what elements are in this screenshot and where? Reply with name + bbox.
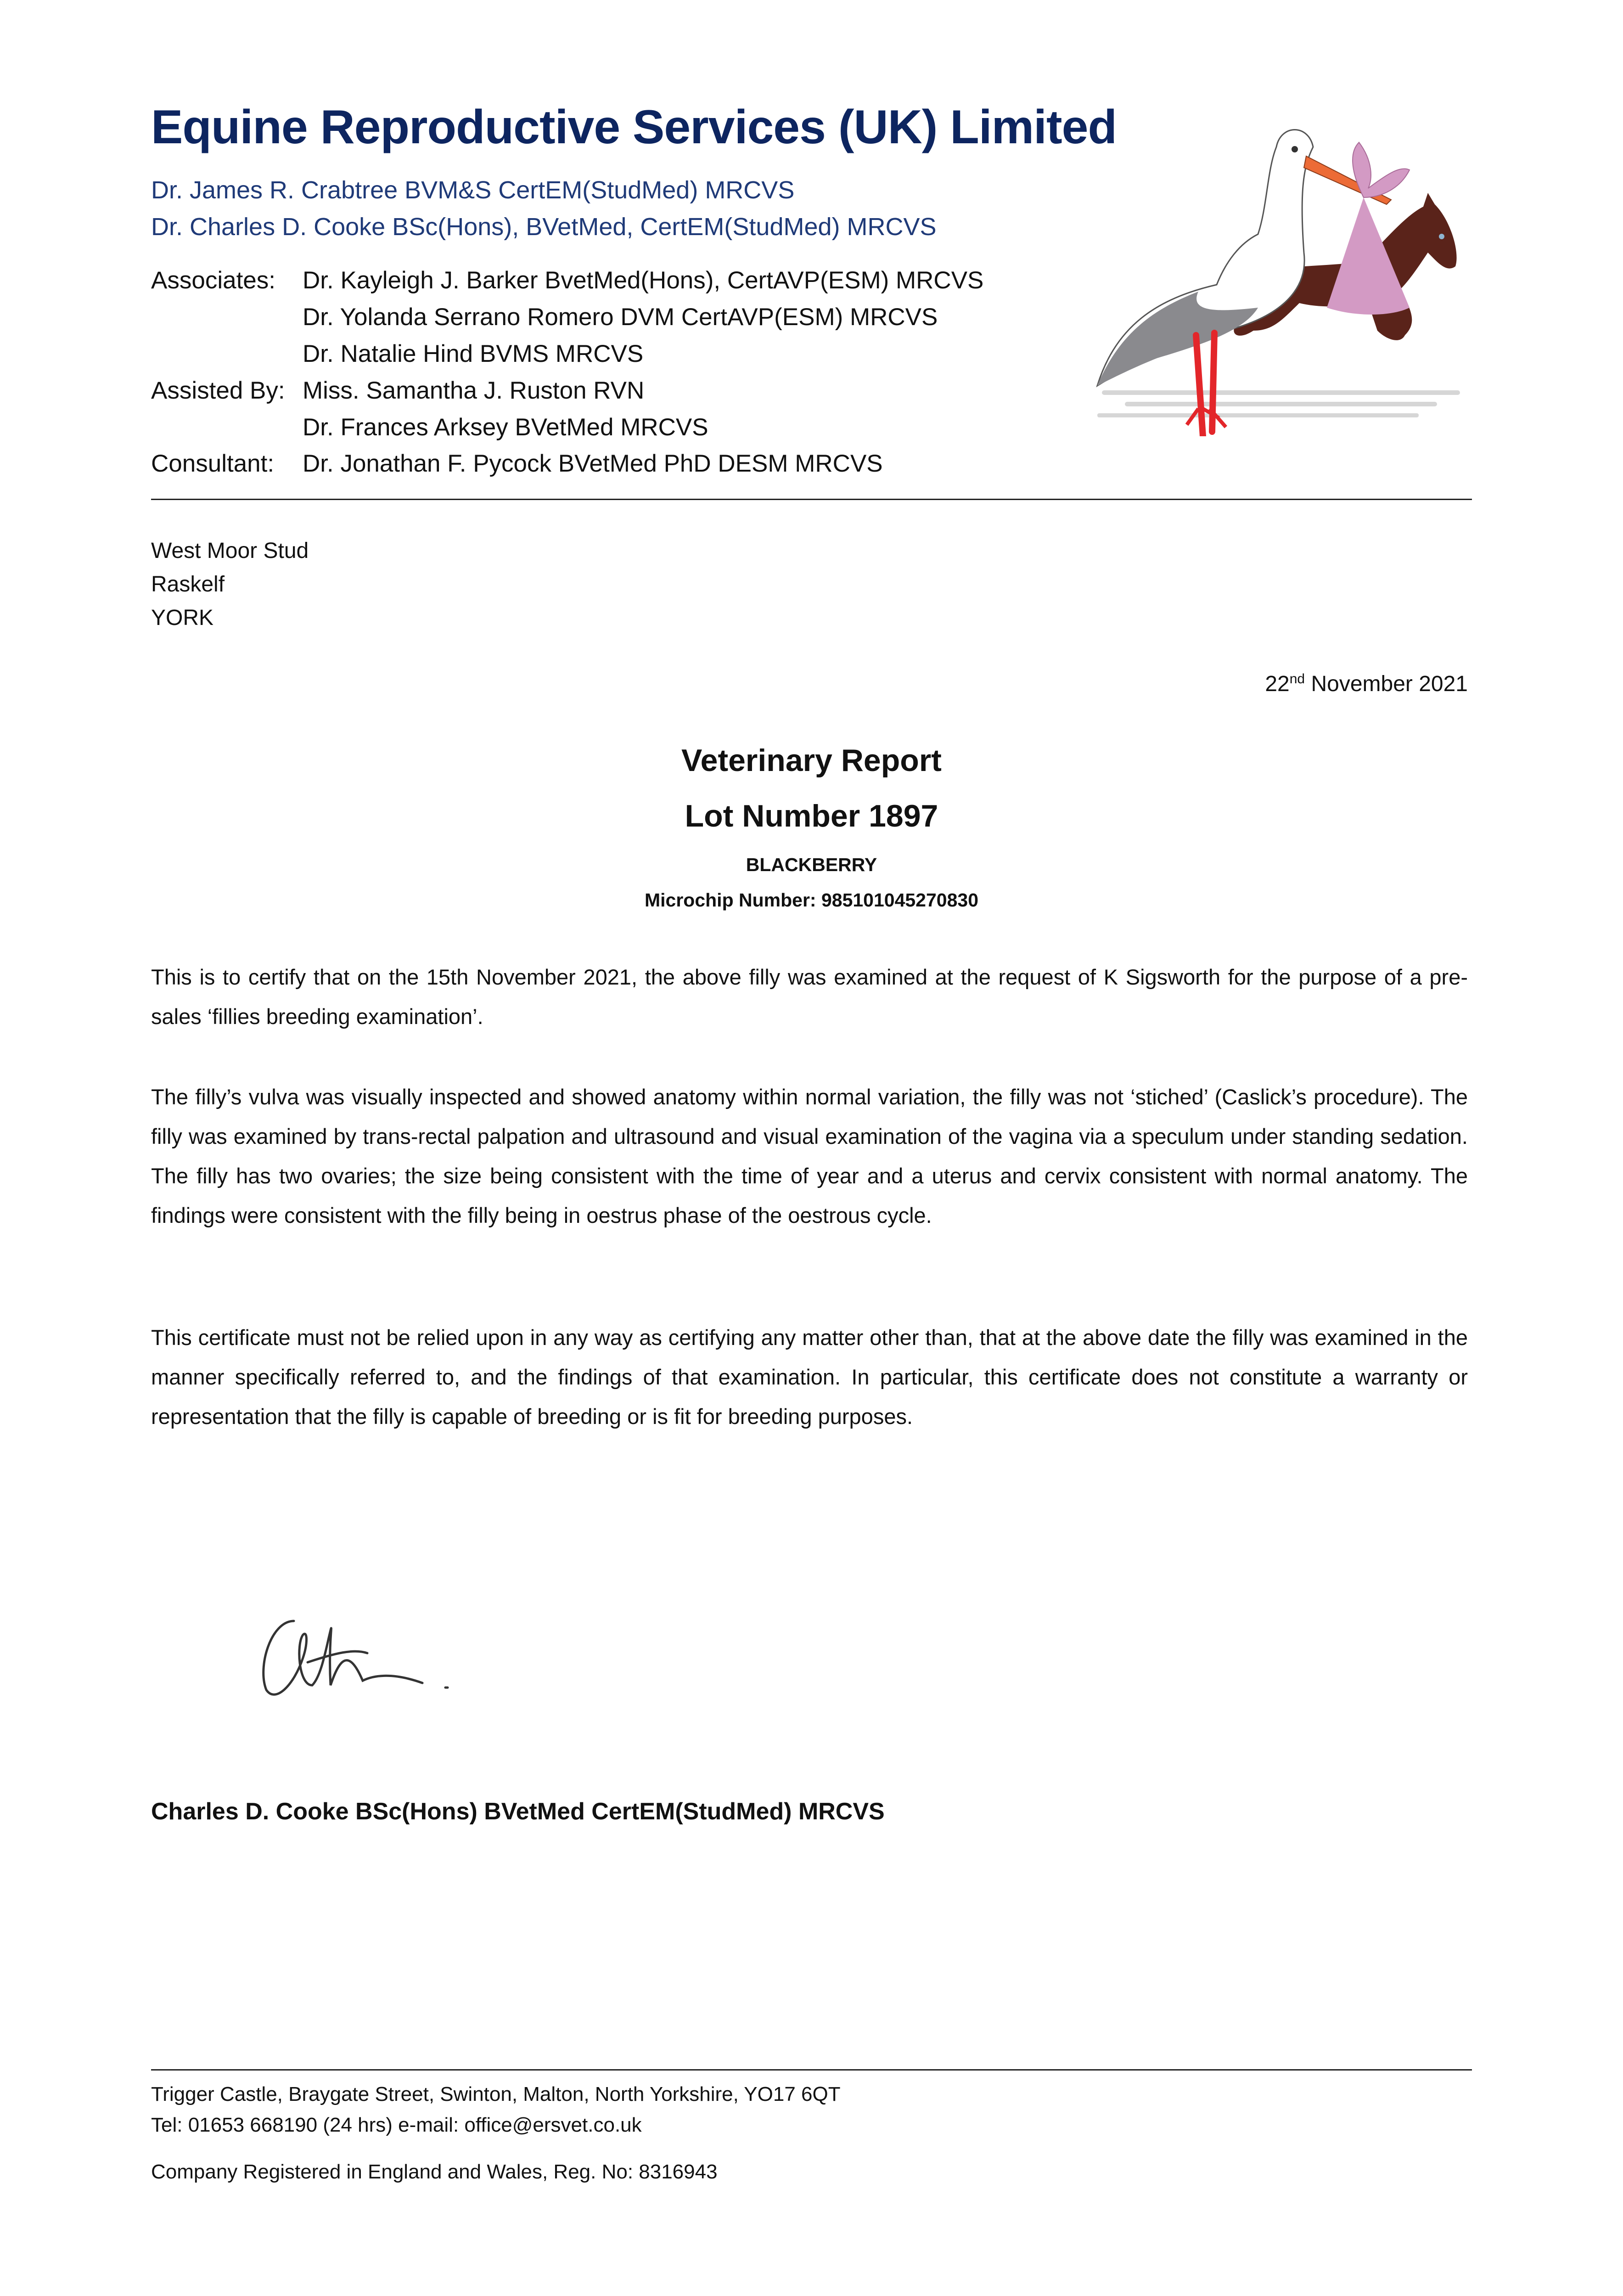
letter-date xyxy=(1265,671,1468,697)
body-paragraph: This is to certify that on the 15th November 2021, the above filly was examined at the request of K Sigsworth for the purpose of a pre-sales ‘fillies breeding examination’. xyxy=(151,965,1468,1029)
company-name: Equine Reproductive Services (UK) Limited xyxy=(151,101,1117,154)
body-paragraph: The filly’s vulva was visually inspected and showed anatomy within normal variation, the filly was not ‘stiched’ (Caslick’s procedure). The filly was examined by trans-rectal palpation and ultrasound and visual examination of the vagina via a speculum under standing sedation. The filly has two ovaries; the size being consistent with the time of year and a uterus and cervix consistent with normal anatomy. The findings were consistent with the filly being in oestrus phase of the oestrous cycle. xyxy=(151,1085,1468,1227)
date-month-year: November 2021 xyxy=(1311,672,1468,696)
stork-carrying-foal-logo xyxy=(1088,115,1478,436)
signer-name: Charles D. Cooke BSc(Hons) BVetMed CertEM(StudMed) MRCVS xyxy=(151,1798,885,1825)
footer-address: Trigger Castle, Braygate Street, Swinton, Malton, North Yorkshire, YO17 6QT xyxy=(151,2083,841,2105)
horse-name: BLACKBERRY xyxy=(746,854,877,875)
address-line: YORK xyxy=(151,606,214,630)
date-suffix: nd xyxy=(1289,671,1305,687)
lot-number: Lot Number 1897 xyxy=(685,799,938,833)
staff-name: Dr. Kayleigh J. Barker BvetMed(Hons), CertAVP(ESM) MRCVS xyxy=(303,267,984,294)
body-paragraph: This certificate must not be relied upon in any way as certifying any matter other than, that at the above date the filly was examined in the manner specifically referred to, and the findings of that examination. In particular, this certificate does not constitute a warranty or representation that the filly is capable of breeding or is fit for breeding purposes. xyxy=(151,1325,1468,1429)
footer-divider xyxy=(151,2069,1472,2071)
staff-label: Associates: xyxy=(151,267,276,294)
footer-contact: Tel: 01653 668190 (24 hrs) e-mail: office@ersvet.co.uk xyxy=(151,2114,642,2136)
staff-name: Dr. Jonathan F. Pycock BVetMed PhD DESM MRCVS xyxy=(303,450,883,477)
handwritten-signature xyxy=(253,1603,464,1708)
staff-label: Consultant: xyxy=(151,450,275,477)
report-title: Veterinary Report xyxy=(681,743,942,778)
partner-name: Dr. James R. Crabtree BVM&S CertEM(StudMed) MRCVS xyxy=(151,176,795,204)
ground-shadow-icon xyxy=(1097,390,1460,417)
staff-name: Miss. Samantha J. Ruston RVN xyxy=(303,377,645,404)
address-line: Raskelf xyxy=(151,572,225,597)
staff-label: Assisted By: xyxy=(151,377,285,404)
staff-name: Dr. Frances Arksey BVetMed MRCVS xyxy=(303,414,708,441)
header-divider xyxy=(151,499,1472,500)
address-line: West Moor Stud xyxy=(151,539,309,563)
staff-name: Dr. Yolanda Serrano Romero DVM CertAVP(ESM) MRCVS xyxy=(303,304,938,331)
footer-registration: Company Registered in England and Wales, Reg. No: 8316943 xyxy=(151,2161,718,2183)
staff-name: Dr. Natalie Hind BVMS MRCVS xyxy=(303,340,644,367)
partner-name: Dr. Charles D. Cooke BSc(Hons), BVetMed, CertEM(StudMed) MRCVS xyxy=(151,213,937,241)
date-day: 22 xyxy=(1265,672,1290,696)
microchip-number: Microchip Number: 985101045270830 xyxy=(644,889,978,911)
recipient-address xyxy=(151,534,309,635)
